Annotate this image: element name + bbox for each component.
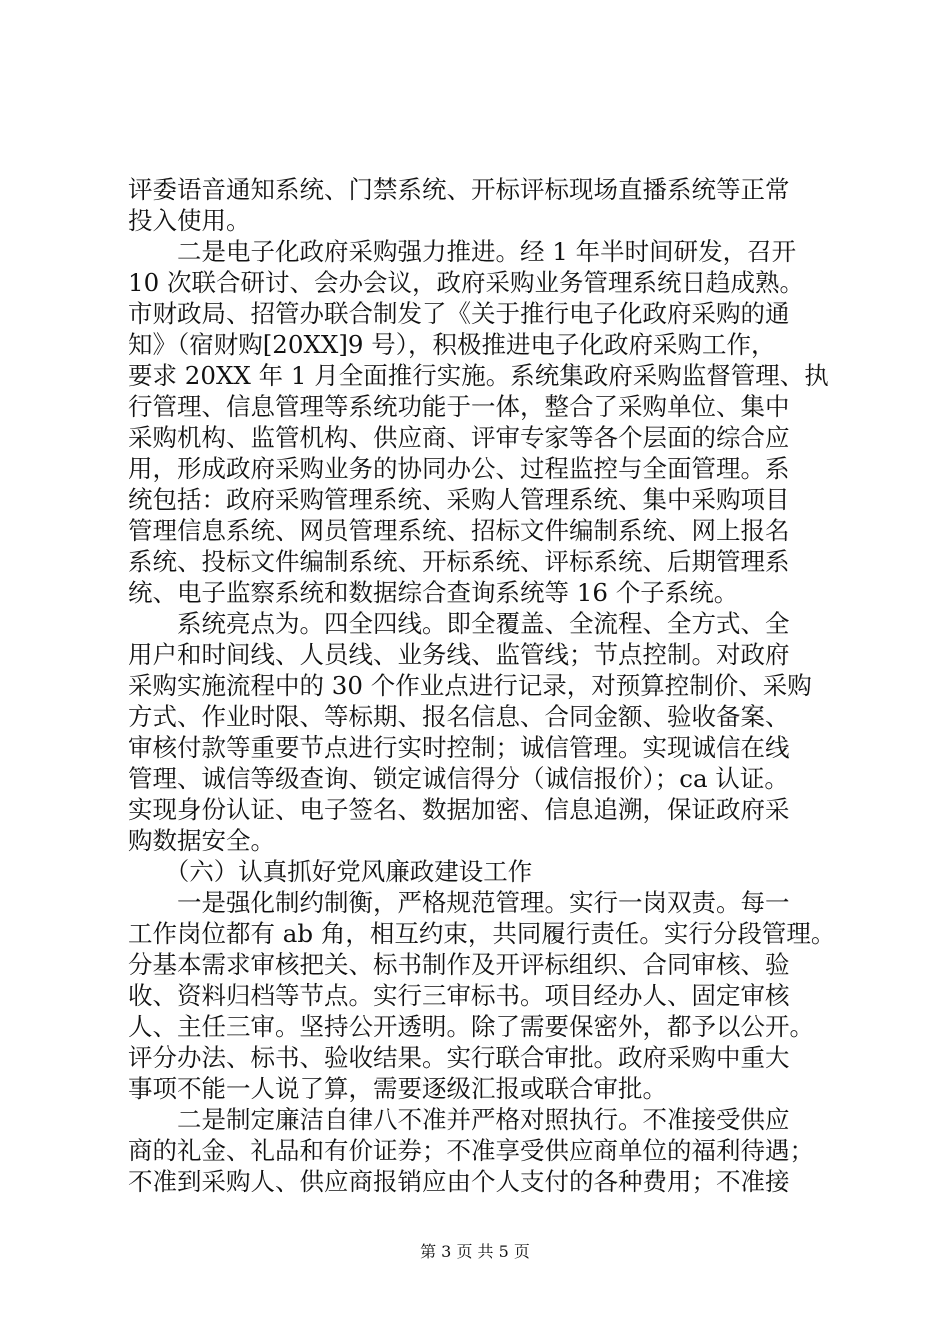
- text-line: 收、资料归档等节点。实行三审标书。项目经办人、固定审核: [128, 981, 790, 1010]
- text-line: 10 次联合研讨、会办会议，政府采购业务管理系统日趋成熟。: [128, 268, 804, 297]
- text-line: 审核付款等重要节点进行实时控制；诚信管理。实现诚信在线: [128, 733, 790, 762]
- text-line: 分基本需求审核把关、标书制作及开评标组织、合同审核、验: [128, 950, 790, 979]
- text-line: 商的礼金、礼品和有价证券；不准享受供应商单位的福利待遇；: [128, 1136, 814, 1165]
- text-line: 评分办法、标书、验收结果。实行联合审批。政府采购中重大: [128, 1043, 790, 1072]
- section-heading: （六）认真抓好党风廉政建设工作: [128, 857, 533, 886]
- text-line: 评委语音通知系统、门禁系统、开标评标现场直播系统等正常: [128, 175, 790, 204]
- text-line: 方式、作业时限、等标期、报名信息、合同金额、验收备案、: [128, 702, 790, 731]
- text-line: 投入使用。: [128, 206, 251, 235]
- text-line: 系统、投标文件编制系统、开标系统、评标系统、后期管理系: [128, 547, 790, 576]
- text-line: 知》（宿财购[20XX]9 号），积极推进电子化政府采购工作，: [128, 330, 776, 359]
- text-line: 行管理、信息管理等系统功能于一体，整合了采购单位、集中: [128, 392, 790, 421]
- text-line: 事项不能一人说了算，需要逐级汇报或联合审批。: [128, 1074, 667, 1103]
- text-line: 管理信息系统、网员管理系统、招标文件编制系统、网上报名: [128, 516, 790, 545]
- text-line: 一是强化制约制衡，严格规范管理。实行一岗双责。每一: [128, 888, 790, 917]
- text-line: 采购实施流程中的 30 个作业点进行记录，对预算控制价、采购: [128, 671, 812, 700]
- document-body: [128, 174, 836, 1197]
- text-line: 人、主任三审。坚持公开透明。除了需要保密外，都予以公开。: [128, 1012, 814, 1041]
- text-line: 实现身份认证、电子签名、数据加密、信息追溯，保证政府采: [128, 795, 790, 824]
- text-line: 工作岗位都有 ab 角，相互约束，共同履行责任。实行分段管理。: [128, 919, 836, 948]
- text-line: 采购机构、监管机构、供应商、评审专家等各个层面的综合应: [128, 423, 790, 452]
- text-line: 系统亮点为。四全四线。即全覆盖、全流程、全方式、全: [128, 609, 790, 638]
- text-line: 不准到采购人、供应商报销应由个人支付的各种费用；不准接: [128, 1167, 790, 1196]
- text-line: 统、电子监察系统和数据综合查询系统等 16 个子系统。: [128, 578, 739, 607]
- text-line: 二是制定廉洁自律八不准并严格对照执行。不准接受供应: [128, 1105, 790, 1134]
- text-line: 二是电子化政府采购强力推进。经 1 年半时间研发，召开: [128, 237, 797, 266]
- text-line: 用，形成政府采购业务的协同办公、过程监控与全面管理。系: [128, 454, 790, 483]
- text-line: 管理、诚信等级查询、锁定诚信得分（诚信报价）；ca 认证。: [128, 764, 789, 793]
- text-line: 市财政局、招管办联合制发了《关于推行电子化政府采购的通: [128, 299, 790, 328]
- text-line: 要求 20XX 年 1 月全面推行实施。系统集政府采购监督管理、执: [128, 361, 829, 390]
- text-line: 购数据安全。: [128, 826, 275, 855]
- text-line: 用户和时间线、人员线、业务线、监管线；节点控制。对政府: [128, 640, 790, 669]
- text-line: 统包括：政府采购管理系统、采购人管理系统、集中采购项目: [128, 485, 790, 514]
- page-number-footer: 第 3 页 共 5 页: [420, 1242, 530, 1261]
